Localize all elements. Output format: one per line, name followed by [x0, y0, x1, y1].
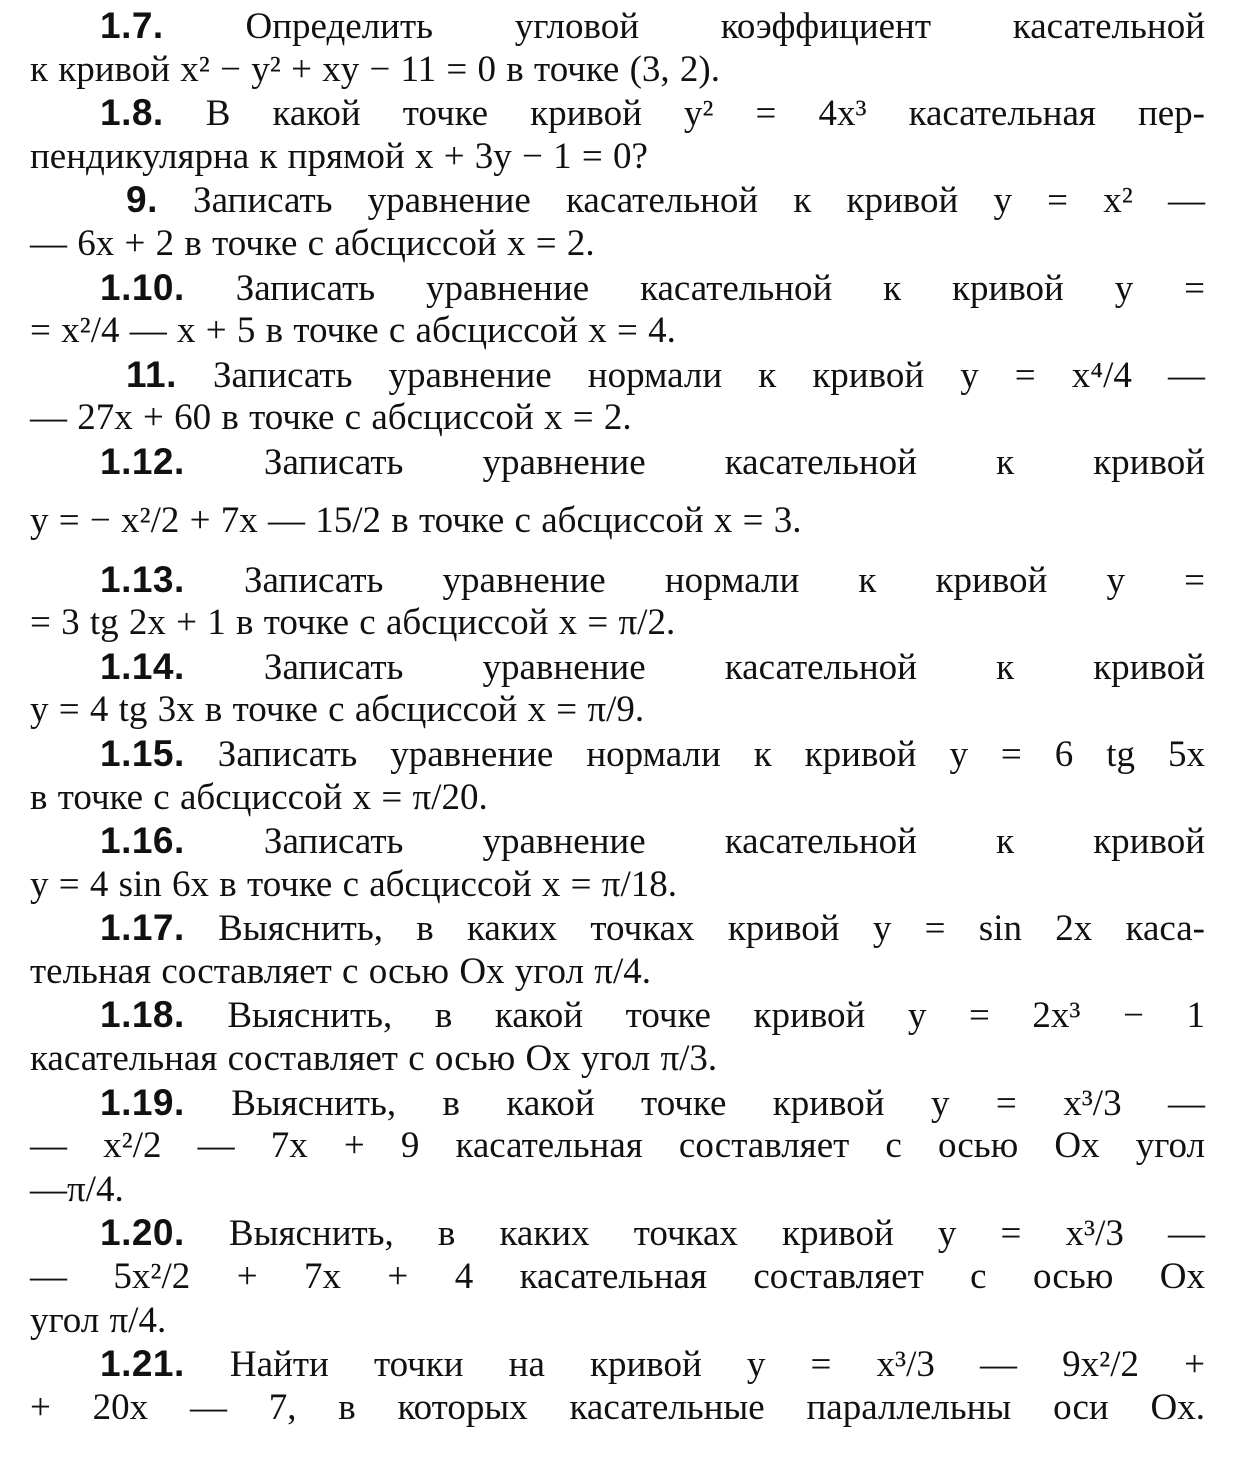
- problem-line: —π/4.: [30, 1168, 124, 1210]
- problem-number: 1.12.: [100, 440, 185, 482]
- problem-text: Записать уравнение касательной к кривой: [263, 821, 1205, 863]
- problem-line: y = 4 tg 3x в точке с абсциссой x = π/9.: [30, 689, 645, 731]
- problem-number: 11.: [126, 353, 177, 395]
- problem-text: Записать уравнение нормали к кривой y =: [243, 559, 1205, 601]
- problem-1-20: [30, 1211, 1205, 1342]
- problem-number: 9.: [126, 179, 158, 221]
- problem-line: [30, 266, 1205, 310]
- problem-text: Найти точки на кривой y = x³/3 — 9x²/2 +: [229, 1344, 1205, 1386]
- problem-1-13: [30, 558, 1205, 645]
- problem-number: 1.21.: [100, 1343, 185, 1385]
- problem-text: Выяснить, в каких точках кривой y = sin 2x каса-: [218, 908, 1205, 950]
- problem-number: 1.13.: [100, 558, 185, 600]
- problem-line: + 20x — 7, в которых касательные параллельны оси Ox.: [30, 1386, 1205, 1428]
- problem-line: [30, 440, 1205, 484]
- problem-1-8: [30, 91, 1205, 178]
- problem-1-15: [30, 732, 1205, 819]
- problem-11: [30, 353, 1205, 440]
- problem-line: — 27x + 60 в точке с абсциссой x = 2.: [30, 397, 632, 439]
- problem-line: [30, 91, 1205, 135]
- problem-line: [30, 819, 1205, 863]
- problem-1-17: [30, 906, 1205, 993]
- problem-line: — 5x²/2 + 7x + 4 касательная составляет с осью Ox: [30, 1256, 1205, 1298]
- problem-line: [30, 4, 1205, 48]
- problem-1-14: [30, 645, 1205, 732]
- problem-line: [30, 1211, 1205, 1255]
- problem-line: [30, 645, 1205, 689]
- problem-line: y = − x²/2 + 7x — 15/2 в точке с абсциссой x = 3.: [30, 499, 802, 541]
- problem-line: = 3 tg 2x + 1 в точке с абсциссой x = π/2.: [30, 602, 676, 644]
- problem-text: Записать уравнение касательной к кривой y = x² —: [193, 180, 1205, 222]
- problem-1-16: [30, 819, 1205, 906]
- problem-1-10: [30, 266, 1205, 353]
- problem-number: 1.10.: [100, 266, 185, 308]
- problem-1-7: [30, 4, 1205, 91]
- problem-text: Записать уравнение нормали к кривой y = x⁴/4 —: [213, 354, 1206, 396]
- problem-number: 1.19.: [100, 1081, 185, 1123]
- problem-number: 1.8.: [100, 92, 164, 134]
- problem-line: касательная составляет с осью Ox угол π/3.: [30, 1038, 718, 1080]
- problem-line: угол π/4.: [30, 1299, 167, 1341]
- problem-text: Определить угловой коэффициент касательной: [245, 6, 1205, 47]
- problem-line: пендикулярна к прямой x + 3y − 1 = 0?: [30, 135, 648, 177]
- problem-line: [30, 993, 1205, 1037]
- problem-text: Записать уравнение касательной к кривой: [263, 441, 1205, 483]
- problem-text: Записать уравнение касательной к кривой y =: [235, 267, 1206, 309]
- problem-line: = x²/4 — x + 5 в точке с абсциссой x = 4.: [30, 310, 676, 352]
- problem-1-12: [30, 440, 1205, 558]
- problem-9: [30, 178, 1205, 265]
- problem-text: Записать уравнение нормали к кривой y = 6 tg 5x: [217, 733, 1205, 775]
- problem-line: [30, 1342, 1205, 1386]
- problem-line: — x²/2 — 7x + 9 касательная составляет с осью Ox угол: [30, 1125, 1205, 1167]
- problem-number: 1.17.: [100, 907, 185, 949]
- problem-line: [30, 732, 1205, 776]
- problem-line: [30, 178, 1205, 222]
- problem-1-19: [30, 1081, 1205, 1212]
- problem-line: — 6x + 2 в точке с абсциссой x = 2.: [30, 222, 595, 264]
- problem-number: 1.16.: [100, 820, 185, 862]
- problem-line: [30, 353, 1205, 397]
- problem-text: Выяснить, в какой точке кривой y = 2x³ − 1: [227, 995, 1206, 1037]
- problem-1-18: [30, 993, 1205, 1080]
- problem-line: [30, 906, 1205, 950]
- problem-line: тельная составляет с осью Ox угол π/4.: [30, 950, 651, 992]
- problem-line: [30, 558, 1205, 602]
- problem-number: 1.20.: [100, 1212, 185, 1254]
- problem-line: [30, 1081, 1205, 1125]
- problem-line: к кривой x² − y² + xy − 11 = 0 в точке (3, 2).: [30, 48, 720, 90]
- problem-number: 1.15.: [100, 732, 185, 774]
- problem-1-21: [30, 1342, 1205, 1429]
- textbook-page: [30, 4, 1205, 1429]
- problem-text: Выяснить, в какой точке кривой y = x³/3 —: [231, 1082, 1205, 1124]
- problem-number: 1.14.: [100, 645, 185, 687]
- problem-number: 1.18.: [100, 994, 185, 1036]
- problem-number: 1.7.: [100, 5, 164, 46]
- problem-text: Записать уравнение касательной к кривой: [263, 646, 1205, 688]
- problem-line: y = 4 sin 6x в точке с абсциссой x = π/18.: [30, 863, 677, 905]
- problem-text: В какой точке кривой y² = 4x³ касательная пер-: [205, 93, 1206, 135]
- problem-line: в точке с абсциссой x = π/20.: [30, 776, 488, 818]
- problem-text: Выяснить, в каких точках кривой y = x³/3 —: [228, 1213, 1206, 1255]
